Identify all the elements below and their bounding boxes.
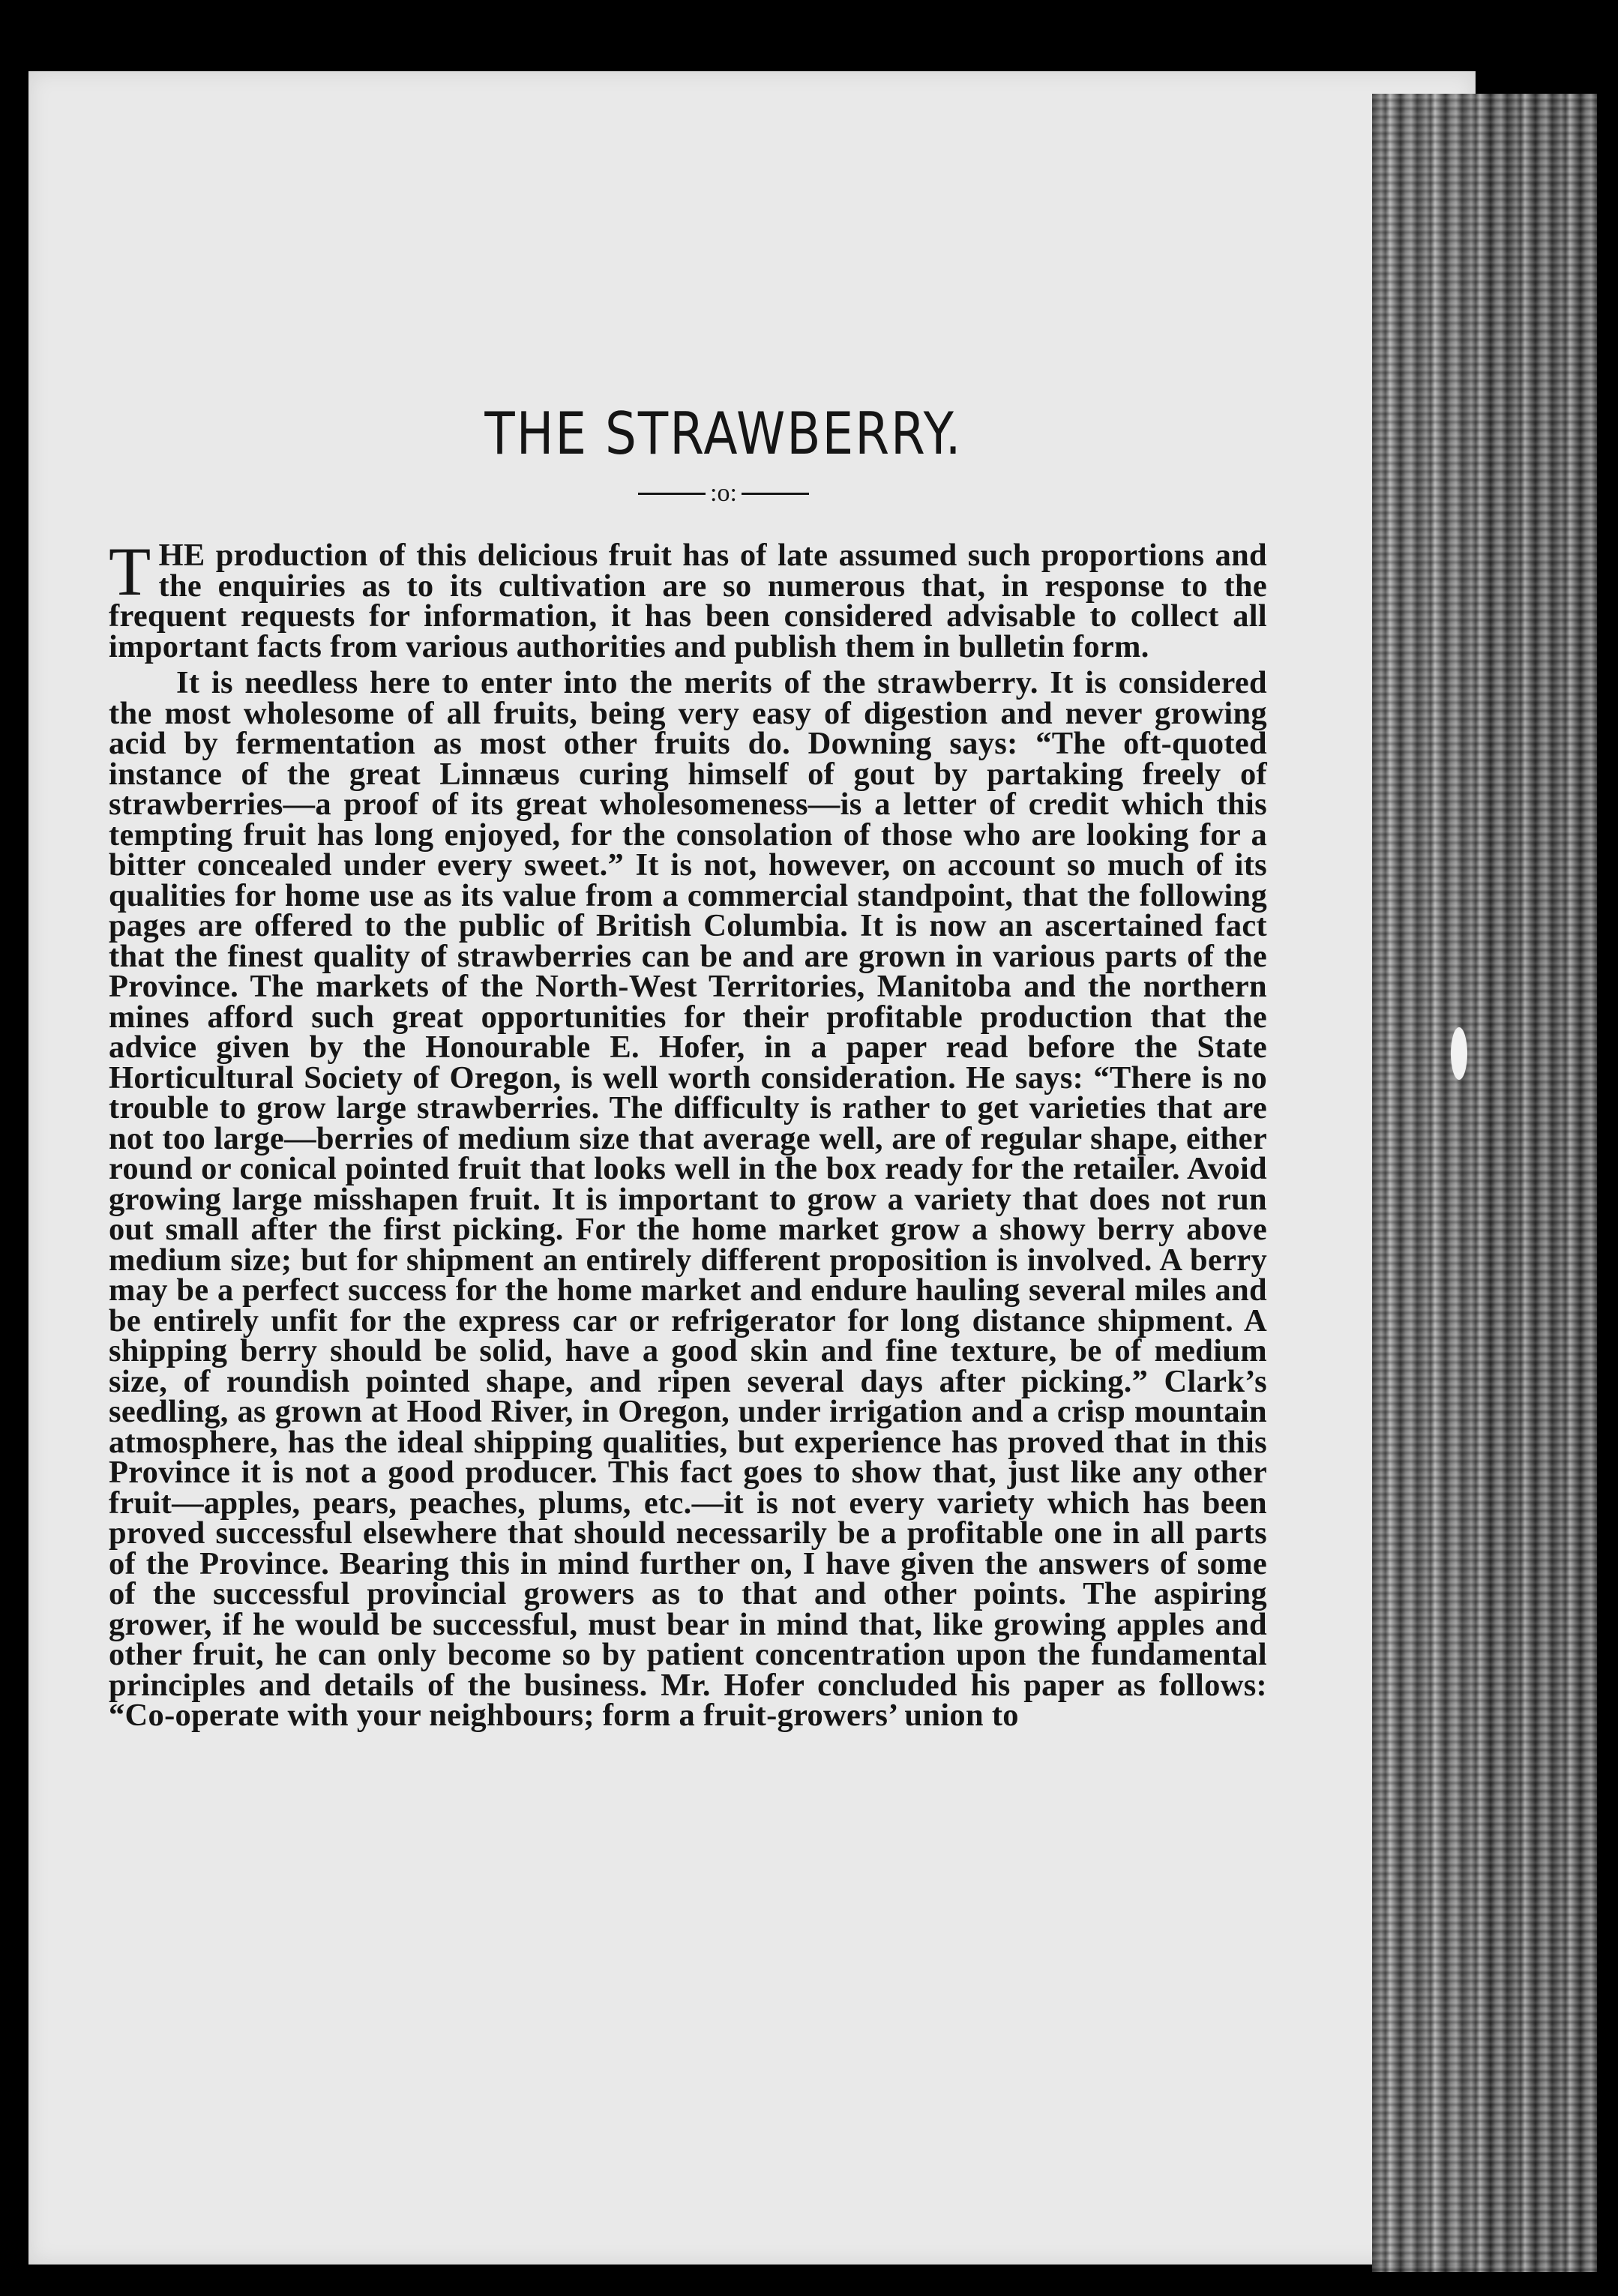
paragraph-body: It is needless here to enter into the merits of the strawberry. It is considered the most wholesome of all fruits, being very easy of digestion and never growing acid by fermentation as most other fruits do. Downing says: “The oft-quoted instance of the great Linnæus curing himself of gout by partaking freely of strawberries—a proof of its great wholesomeness—is a letter of credit which this tempting fruit has long enjoyed, for the consolation of those who are looking for a bitter concealed under every sweet.” It is not, however, on account so much of its qualities for home use as its value from a commercial standpoint, that the following pages are offered to the public of British Columbia. It is now an ascertained fact that the finest quality of strawberries can be and are grown in various parts of the Province. The markets of the North-West Territories, Manitoba and the northern mines afford such great opportunities for their profitable production that the advice given by the Honourable E. Hofer, in a paper read before the State Horticultural Society of Oregon, is well worth consideration. He says: “There is no trouble to grow large strawberries. The difficulty is rather to get varieties that are not too large—berries of medium size that average well, are of regular shape, either round or conical pointed fruit that looks well in the box ready for the retailer. Avoid growing large misshapen fruit. It is important to grow a variety that does not run out small after the first picking. For the home market grow a showy berry above medium size; but for shipment an entirely different proposition is involved. A berry may be a perfect success for the home market and endure hauling several miles and be entirely unfit for the express car or refrigerator for long distance shipment. A shipping berry should be solid, have a good skin and fine texture, be of medium size, of roundish pointed shape, and ripen several days after picking.” Clark’s seedling, as grown at Hood River, in Oregon, under irrigation and a crisp mountain atmosphere, has the ideal shipping qualities, but experience has proved that in this Province it is not a good producer. This fact goes to show that, just like any other fruit—apples, pears, peaches, plums, etc.—it is not every variety which has been proved successful elsewhere that should necessarily be a profitable one in all parts of the Province. Bearing this in mind further on, I have given the answers of some of the successful provincial growers as to that and other points. The aspiring grower, if he would be successful, must bear in mind that, like growing apples and other fruit, he can only become so by patient concentration upon the fundamental principles and details of the business. Mr. Hofer concluded his paper as follows: “Co-operate with your neighbours; form a fruit-growers’ union to <box>109 665 1267 1733</box>
title-ornament <box>180 479 1267 508</box>
ornament-rule-left <box>638 493 706 495</box>
ornament-mark: :o: <box>710 479 737 507</box>
paragraph-intro: THE production of this delicious fruit has of late assumed such proportions and the enquiries as to its cultivation are so numerous that, in response to the frequent requests for information, it has been considered advisable to collect all important facts from various authorities and publish them in bulletin form. <box>109 533 1267 664</box>
ornament-rule-right <box>742 493 809 495</box>
page-content <box>109 400 1267 1733</box>
paper-blemish <box>1451 1027 1467 1080</box>
page-title: THE STRAWBERRY. <box>484 400 963 468</box>
page-edge-strip <box>1372 94 1597 2272</box>
